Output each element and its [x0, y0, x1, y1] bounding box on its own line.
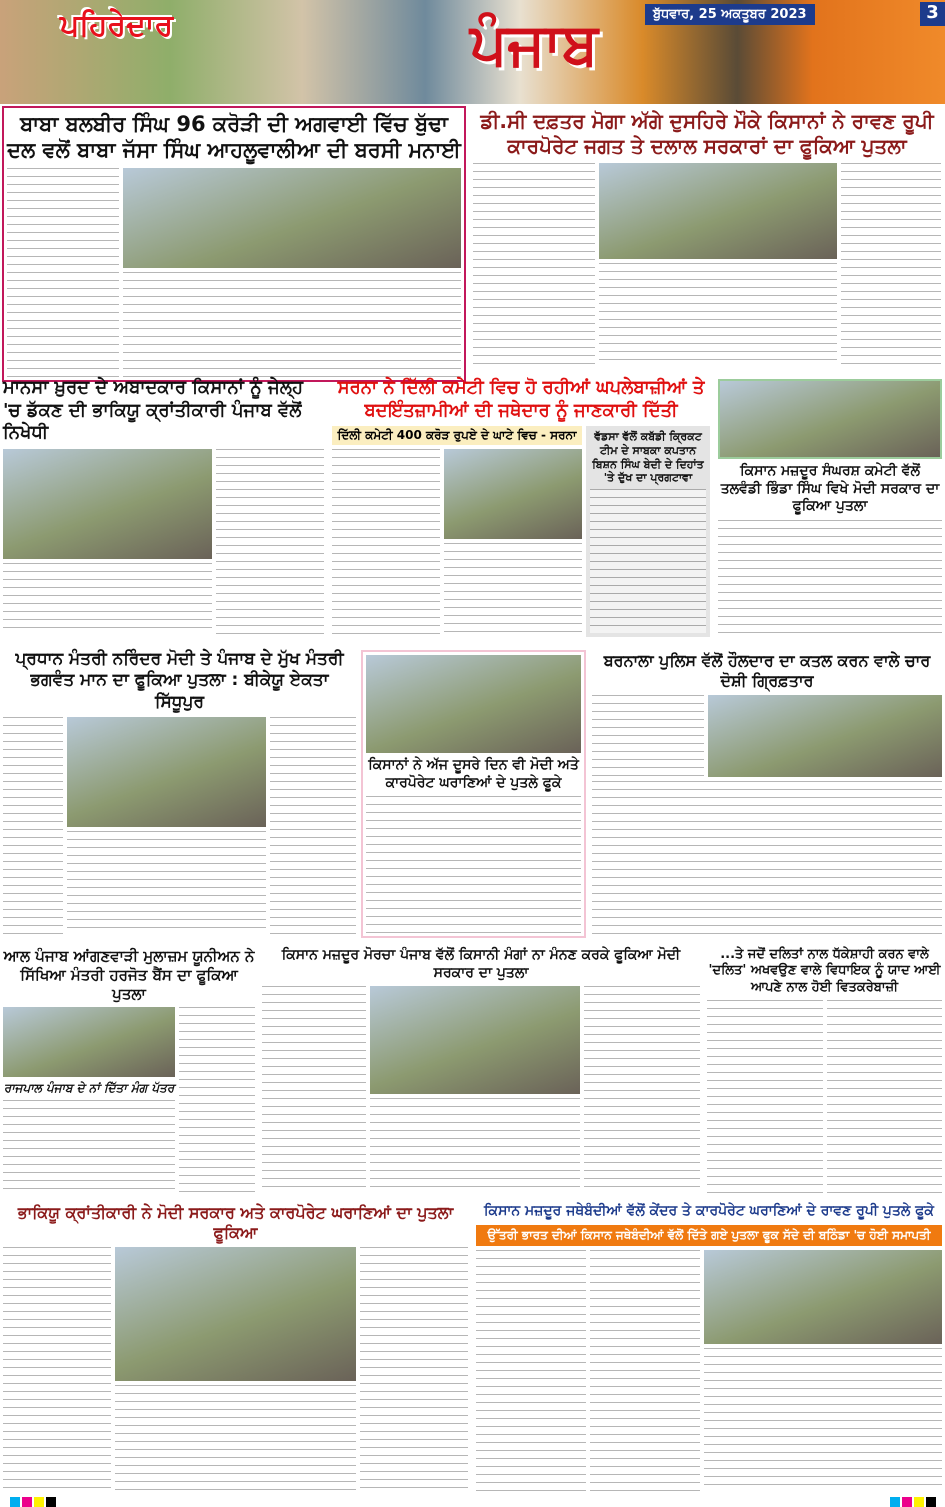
article-photo — [704, 1250, 942, 1344]
headline: ਵੱਡਸਾ ਵੱਲੋਂ ਕਬੱਡੀ ਕ੍ਰਿਕਟ ਟੀਮ ਦੇ ਸਾਬਕਾ ਕਪਤਾਨ ਬਿਸ਼ਨ ਸਿੰਘ ਬੇਦੀ ਦੇ ਦਿਹਾਂਤ 'ਤੇ ਦੁੱਖ ਦਾ ਪ੍ਰਗਟਾਵਾ — [592, 430, 704, 485]
article-body — [718, 520, 942, 638]
headline: ਕਿਸਾਨ ਮਜ਼ਦੂਰ ਮੋਰਚਾ ਪੰਜਾਬ ਵੱਲੋਂ ਕਿਸਾਨੀ ਮੰਗਾਂ ਨਾ ਮੰਨਣ ਕਰਕੇ ਫੂਕਿਆ ਮੋਦੀ ਸਰਕਾਰ ਦਾ ਪੁਤਲਾ — [281, 947, 681, 981]
article-photo — [115, 1247, 356, 1381]
registration-mark — [46, 1497, 56, 1507]
article-photo — [67, 717, 266, 827]
article-column — [115, 1247, 356, 1492]
article-column — [67, 717, 266, 935]
article — [2, 106, 466, 382]
article-column — [599, 163, 837, 367]
article-body — [590, 1250, 700, 1493]
article-photo — [3, 449, 212, 559]
article — [0, 374, 327, 638]
article-photo — [3, 1007, 175, 1077]
headline: ਡੀ.ਸੀ ਦਫ਼ਤਰ ਮੋਗਾ ਅੱਗੇ ਦੁਸਹਿਰੇ ਮੌਕੇ ਕਿਸਾਨਾਂ ਨੇ ਰਾਵਣ ਰੂਪੀ ਕਾਰਪੋਰੇਟ ਜਗਤ ਤੇ ਦਲਾਲ ਸਰਕਾਰਾਂ ਦਾ ਫੂਕਿਆ ਪੁਤਲਾ — [480, 109, 934, 158]
article-body — [476, 1250, 586, 1493]
article — [473, 1200, 945, 1495]
article-body — [707, 1000, 823, 1193]
headline: ...ਤੇ ਜਦੋਂ ਦਲਿਤਾਂ ਨਾਲ ਧੱਕੇਸ਼ਾਹੀ ਕਰਨ ਵਾਲੇ 'ਦਲਿਤ' ਅਖਵਉਣ ਵਾਲੇ ਵਿਧਾਇਕ ਨੂੰ ਯਾਦ ਆਈ ਆਪਣੇ ਨਾਲ ਹੋਈ ਵਿਤਕਰੇਬਾਜ਼ੀ — [708, 947, 941, 995]
issue-date: ਬੁੱਧਵਾਰ, 25 ਅਕਤੂਬਰ 2023 — [645, 4, 815, 25]
article-column — [3, 449, 212, 636]
registration-mark — [926, 1497, 936, 1507]
headline: ਸਰਨਾ ਨੇ ਦਿੱਲੀ ਕਮੇਟੀ ਵਿਚ ਹੋ ਰਹੀਆਂ ਘਪਲੇਬਾਜ਼ੀਆਂ ਤੇ ਬਦਇੰਤਜ਼ਾਮੀਆਂ ਦੀ ਜਥੇਦਾਰ ਨੂੰ ਜਾਣਕਾਰੀ ਦਿੱਤੀ — [337, 377, 705, 421]
article-body — [115, 1385, 356, 1492]
article-body — [67, 831, 266, 935]
article-columns — [592, 695, 942, 777]
article — [589, 648, 945, 938]
article-columns — [3, 1247, 468, 1492]
article-body — [590, 489, 706, 633]
article-columns — [332, 426, 710, 637]
article-body — [3, 1100, 175, 1193]
article-body — [704, 1348, 942, 1493]
headline: ਆਲ ਪੰਜਾਬ ਆਂਗਣਵਾੜੀ ਮੁਲਾਜ਼ਮ ਯੂਨੀਅਨ ਨੇ ਸਿੱਖਿਆ ਮੰਤਰੀ ਹਰਜੋਤ ਬੈਂਸ ਦਾ ਫੂਕਿਆ ਪੁਤਲਾ — [3, 947, 255, 1003]
article-body — [7, 168, 119, 378]
headline: ਬਰਨਾਲਾ ਪੁਲਿਸ ਵੱਲੋਂ ਹੌਲਦਾਰ ਦਾ ਕਤਲ ਕਰਨ ਵਾਲੇ ਚਾਰ ਦੋਸ਼ੀ ਗ੍ਰਿਫ਼ਤਾਰ — [603, 651, 931, 690]
article-photo — [366, 655, 581, 753]
registration-mark — [34, 1497, 44, 1507]
article-photo — [708, 695, 942, 777]
headline: ਮਾਨਸਾ ਖ਼ੁਰਦ ਦੇ ਅਬਾਦਕਾਰ ਕਿਸਾਨਾਂ ਨੂੰ ਜੇਲ੍ਹ 'ਚ ਡੱਕਣ ਦੀ ਭਾਕਿਯੂ ਕ੍ਰਾਂਤੀਕਾਰੀ ਪੰਜਾਬ ਵੱਲੋਂ ਨਿਖੇਧੀ — [3, 377, 304, 443]
article-columns — [476, 1250, 942, 1493]
article-photo — [599, 163, 837, 259]
article — [0, 1200, 471, 1495]
headline: ਕਿਸਾਨ ਮਜ਼ਦੂਰ ਜਥੇਬੰਦੀਆਂ ਵੱਲੋਂ ਕੇਂਦਰ ਤੇ ਕਾਰਪੋਰੇਟ ਘਰਾਣਿਆਂ ਦੇ ਰਾਵਣ ਰੂਪੀ ਪੁਤਲੇ ਫੂਕੇ — [484, 1203, 934, 1219]
article-body — [3, 563, 212, 636]
article-body — [270, 717, 356, 935]
photo-caption: ਰਾਜਪਾਲ ਪੰਜਾਬ ਦੇ ਨਾਂ ਦਿੱਤਾ ਮੰਗ ਪੱਤਰ — [3, 1081, 175, 1096]
registration-mark — [22, 1497, 32, 1507]
article-body — [592, 781, 942, 935]
page-number: 3 — [920, 2, 945, 26]
article-columns — [3, 449, 324, 636]
article-column — [704, 1250, 942, 1493]
article-body — [584, 986, 700, 1193]
article-photo — [444, 449, 582, 539]
article-body — [366, 796, 581, 933]
article-column — [3, 1007, 175, 1193]
article-body — [473, 163, 595, 367]
article-column — [332, 426, 582, 637]
article-body — [444, 543, 582, 637]
registration-mark — [890, 1497, 900, 1507]
article-body — [370, 1098, 580, 1193]
article-photo — [370, 986, 580, 1094]
article-columns — [3, 717, 356, 935]
article-body — [827, 1000, 943, 1193]
article-body — [3, 717, 63, 935]
article — [470, 106, 944, 370]
article — [0, 646, 359, 938]
article-column — [370, 986, 580, 1193]
article-columns — [473, 163, 941, 367]
article-columns — [3, 1007, 255, 1193]
article-columns — [707, 1000, 942, 1193]
article-body — [360, 1247, 468, 1492]
headline: ਭਾਕਿਯੂ ਕ੍ਰਾਂਤੀਕਾਰੀ ਨੇ ਮੋਦੀ ਸਰਕਾਰ ਅਤੇ ਕਾਰਪੋਰੇਟ ਘਰਾਣਿਆਂ ਦਾ ਪੁਤਲਾ ਫੂਕਿਆ — [17, 1203, 454, 1242]
article-columns — [262, 986, 700, 1193]
article-body — [123, 272, 461, 378]
article-body — [179, 1007, 255, 1193]
headline: ਪ੍ਰਧਾਨ ਮੰਤਰੀ ਨਰਿੰਦਰ ਮੋਦੀ ਤੇ ਪੰਜਾਬ ਦੇ ਮੁੱਖ ਮੰਤਰੀ ਭਗਵੰਤ ਮਾਨ ਦਾ ਫੂਕਿਆ ਪੁਤਲਾ : ਬੀਕੇਯੂ ਏਕਤਾ ਸਿੱਧੂਪੁਰ — [15, 649, 344, 712]
article-photo — [718, 379, 942, 459]
article — [361, 650, 586, 938]
registration-mark — [902, 1497, 912, 1507]
article — [704, 944, 945, 1196]
article-columns — [332, 449, 582, 637]
section-title: ਪੰਜਾਬ — [470, 10, 599, 78]
paper-logo: ਪਹਿਰੇਦਾਰ — [60, 8, 174, 43]
article-body — [592, 695, 704, 777]
article-body — [599, 263, 837, 367]
article-columns — [7, 168, 461, 378]
article-body — [262, 986, 366, 1193]
headline: ਕਿਸਾਨਾਂ ਨੇ ਅੱਜ ਦੂਸਰੇ ਦਿਨ ਵੀ ਮੋਦੀ ਅਤੇ ਕਾਰਪੋਰੇਟ ਘਰਾਣਿਆਂ ਦੇ ਪੁਤਲੇ ਫੂਕੇ — [368, 757, 579, 791]
registration-mark — [10, 1497, 20, 1507]
article-body — [216, 449, 324, 636]
article-column — [444, 449, 582, 637]
article — [259, 944, 703, 1196]
article — [0, 944, 258, 1196]
article-body — [841, 163, 941, 367]
headline: ਬਾਬਾ ਬਲਬੀਰ ਸਿੰਘ 96 ਕਰੋੜੀ ਦੀ ਅਗਵਾਈ ਵਿੱਚ ਬੁੱਢਾ ਦਲ ਵਲੋਂ ਬਾਬਾ ਜੱਸਾ ਸਿੰਘ ਆਹਲੂਵਾਲੀਆ ਦੀ ਬਰਸੀ ਮਨਾਈ — [7, 112, 461, 163]
article-column — [123, 168, 461, 378]
subheadline: ਦਿੱਲੀ ਕਮੇਟੀ 400 ਕਰੋੜ ਰੁਪਏ ਦੇ ਘਾਟੇ ਵਿਚ - ਸਰਨਾ — [332, 426, 582, 445]
article — [329, 374, 713, 640]
subheadline: ਉੱਤਰੀ ਭਾਰਤ ਦੀਆਂ ਕਿਸਾਨ ਜਥੇਬੰਦੀਆਂ ਵੱਲੋਂ ਦਿੱਤੇ ਗਏ ਪੁਤਲਾ ਫੂਕ ਸੱਦੇ ਦੀ ਬਠਿੰਡਾ 'ਚ ਹੋਈ ਸਮਾਪਤੀ — [476, 1225, 942, 1246]
sidebar-box — [586, 426, 710, 637]
registration-mark — [914, 1497, 924, 1507]
article-photo — [123, 168, 461, 268]
article — [715, 376, 945, 640]
article-body — [332, 449, 440, 637]
article-body — [3, 1247, 111, 1492]
headline: ਕਿਸਾਨ ਮਜ਼ਦੂਰ ਸੰਘਰਸ਼ ਕਮੇਟੀ ਵੱਲੋਂ ਤਲਵੰਡੀ ਭਿੰਡਾ ਸਿੰਘ ਵਿਖੇ ਮੋਦੀ ਸਰਕਾਰ ਦਾ ਫੂਕਿਆ ਪੁਤਲਾ — [720, 463, 940, 514]
